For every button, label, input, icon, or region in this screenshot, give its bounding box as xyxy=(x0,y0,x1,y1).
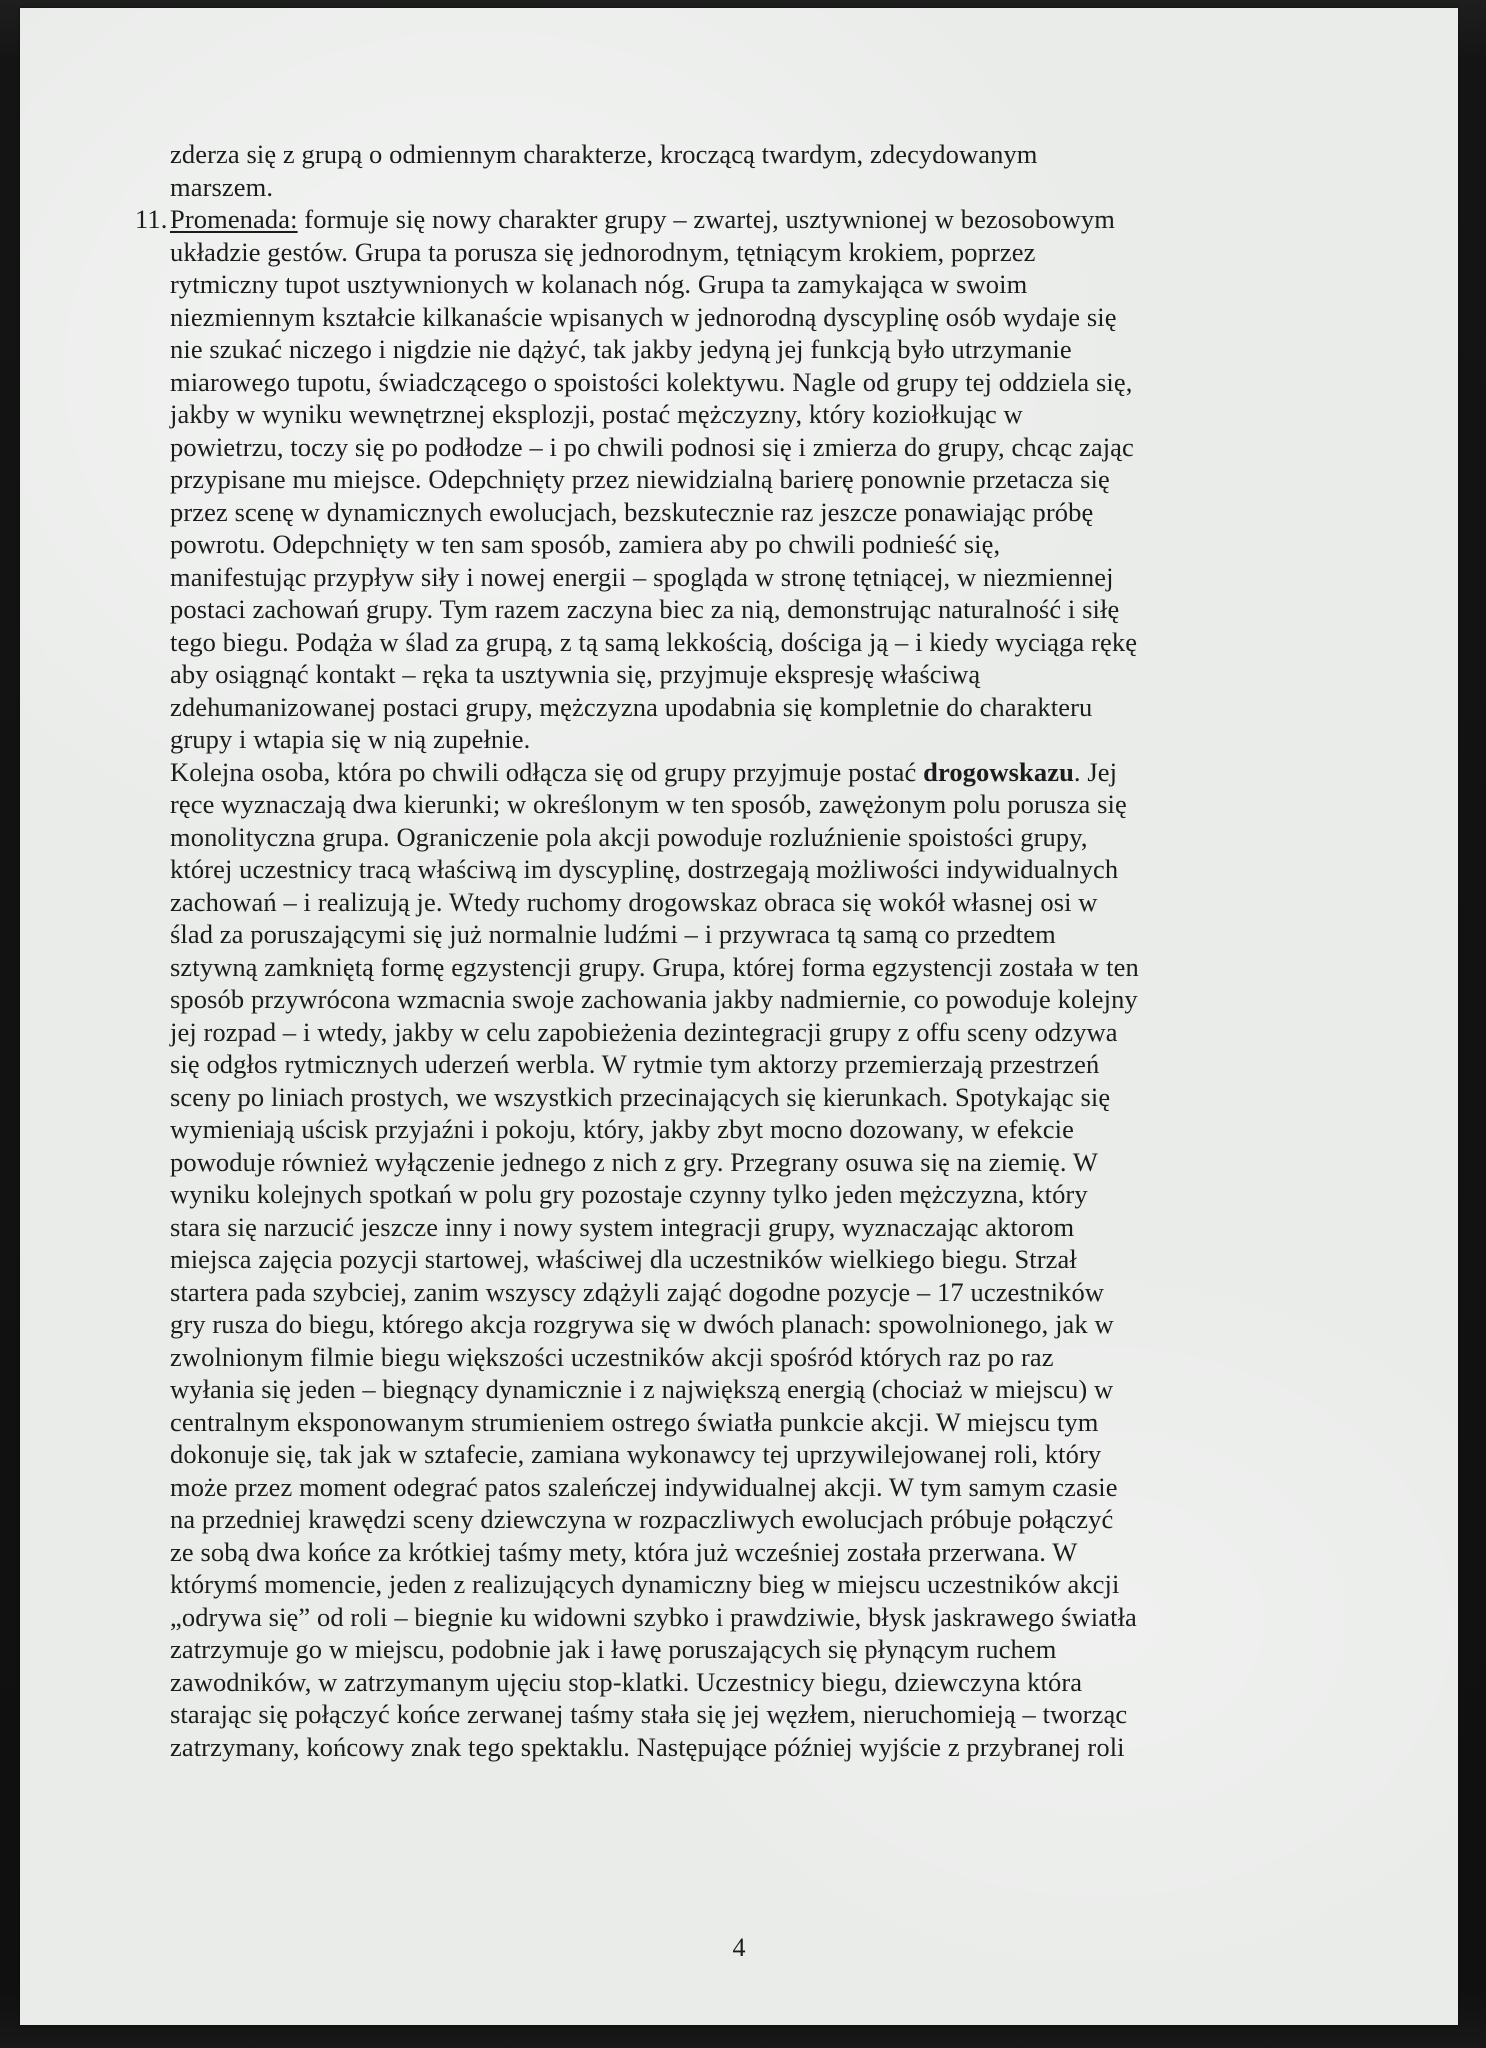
text-segment: centralnym eksponowanym strumieniem ostrego światła punkcie akcji. W miejscu tym xyxy=(170,1406,1099,1437)
text-segment: nie szukać niczego i nigdzie nie dążyć, tak jakby jedyną jej funkcją było utrzymanie xyxy=(170,334,1072,364)
text-line xyxy=(170,301,1355,334)
text-line xyxy=(135,203,1355,236)
text-line xyxy=(170,1536,1355,1569)
text-line xyxy=(170,236,1355,269)
text-segment: gry rusza do biegu, którego akcja rozgrywa się w dwóch planach: spowolnionego, jak w xyxy=(170,1309,1114,1339)
text-segment: się odgłos rytmicznych uderzeń werbla. W rytmie tym aktorzy przemierzają przestrzeń xyxy=(170,1049,1100,1079)
text-segment: grupy i wtapia się w nią zupełnie. xyxy=(170,724,531,754)
text-segment: którymś momencie, jeden z realizujących dynamiczny bieg w miejscu uczestników akcji xyxy=(170,1569,1120,1599)
text-segment: układzie gestów. Grupa ta porusza się jednorodnym, tętniącym krokiem, poprzez xyxy=(170,236,1036,267)
text-line xyxy=(170,886,1355,919)
underlined-heading: Promenada: xyxy=(170,204,298,234)
text-line xyxy=(170,366,1355,399)
text-segment: aby osiągnąć kontakt – ręka ta usztywnia się, przyjmuje ekspresję właściwą xyxy=(170,659,981,689)
text-segment: powrotu. Odepchnięty w ten sam sposób, zamiera aby po chwili podnieść się, xyxy=(170,529,1001,559)
text-line xyxy=(170,1113,1355,1146)
text-segment: ślad za poruszającymi się już normalnie ludźmi – i przywraca tą samą co przedtem xyxy=(170,919,1056,949)
text-segment: monolityczna grupa. Ograniczenie pola akcji powoduje rozluźnienie spoistości grupy, xyxy=(170,821,1088,852)
text-line xyxy=(170,756,1355,789)
text-segment: rytmiczny tupot usztywnionych w kolanach nóg. Grupa ta zamykająca w swoim xyxy=(170,269,1028,299)
text-line xyxy=(170,1601,1355,1634)
page-number: 4 xyxy=(732,1933,746,1962)
text-line xyxy=(170,171,1355,204)
text-segment: przypisane mu miejsce. Odepchnięty przez niewidzialną barierę ponownie przetacza się xyxy=(170,464,1110,494)
text-line xyxy=(170,1243,1355,1276)
text-line xyxy=(170,918,1355,951)
text-segment: starając się połączyć końce zerwanej taśmy stała się jej węzłem, nieruchomieją – tworząc xyxy=(170,1699,1128,1729)
text-segment: tego biegu. Podąża w ślad za grupą, z tą samą lekkością, dościga ją – i kiedy wyciąga rękę xyxy=(170,626,1138,657)
text-segment: stara się narzucić jeszcze inny i nowy system integracji grupy, wyznaczając aktorom xyxy=(170,1211,1075,1242)
text-line xyxy=(170,431,1355,464)
text-line xyxy=(170,983,1355,1016)
text-segment: formuje się nowy charakter grupy – zwartej, usztywnionej w bezosobowym xyxy=(297,204,1115,234)
text-line xyxy=(170,1438,1355,1471)
document-page xyxy=(20,8,1458,2025)
text-segment: manifestując przypływ siły i nowej energii – spogląda w stronę tętniącej, w niezmiennej xyxy=(170,561,1114,592)
text-line xyxy=(170,1666,1355,1699)
text-line xyxy=(170,1633,1355,1666)
bold-term: drogowskazu xyxy=(923,756,1074,787)
text-segment: zatrzymuje go w miejscu, podobnie jak i ławę poruszających się płynącym ruchem xyxy=(170,1634,1057,1664)
text-line xyxy=(170,1276,1355,1309)
text-segment: wyłania się jeden – biegnący dynamicznie i z największą energią (chociaż w miejscu) w xyxy=(170,1374,1114,1404)
text-line xyxy=(170,626,1355,659)
text-segment: jej rozpad – i wtedy, jakby w celu zapobieżenia dezintegracji grupy z offu sceny odzywa xyxy=(170,1016,1118,1047)
text-line xyxy=(170,268,1355,301)
text-segment: może przez moment odegrać patos szaleńczej indywidualnej akcji. W tym samym czasie xyxy=(170,1471,1118,1502)
text-segment: . Jej xyxy=(1073,756,1118,787)
text-segment: powoduje również wyłączenie jednego z nich z gry. Przegrany osuwa się na ziemię. W xyxy=(170,1146,1098,1177)
text-line xyxy=(170,138,1355,171)
text-segment: ręce wyznaczają dwa kierunki; w określonym w ten sposób, zawężonym polu porusza się xyxy=(170,789,1127,819)
text-line xyxy=(170,658,1355,691)
text-line xyxy=(170,561,1355,594)
text-line xyxy=(170,1698,1355,1731)
text-line xyxy=(170,788,1355,821)
text-segment: której uczestnicy tracą właściwą im dyscyplinę, dostrzegają możliwości indywidualnych xyxy=(170,854,1119,884)
text-line xyxy=(170,593,1355,626)
text-line xyxy=(170,1471,1355,1504)
text-line xyxy=(170,853,1355,886)
text-segment: sztywną zamkniętą formę egzystencji grupy. Grupa, której forma egzystencji została w ten xyxy=(170,951,1139,982)
text-segment: startera pada szybciej, zanim wszyscy zdążyli zająć dogodne pozycje – 17 uczestników xyxy=(170,1276,1105,1307)
text-line xyxy=(170,1731,1355,1764)
body-text xyxy=(135,138,1355,1763)
text-segment: ze sobą dwa końce za krótkiej taśmy mety, która już wcześniej została przerwana. W xyxy=(170,1536,1078,1567)
text-line xyxy=(170,1568,1355,1601)
text-segment: przez scenę w dynamicznych ewolucjach, bezskutecznie raz jeszcze ponawiając próbę xyxy=(170,496,1094,527)
text-segment: Kolejna osoba, która po chwili odłącza się od grupy przyjmuje postać xyxy=(170,756,924,787)
text-line xyxy=(170,1341,1355,1374)
text-line xyxy=(170,463,1355,496)
text-line xyxy=(170,1016,1355,1049)
text-line xyxy=(170,1048,1355,1081)
text-line xyxy=(170,1308,1355,1341)
text-segment: zwolnionym filmie biegu większości uczestników akcji spośród których raz po raz xyxy=(170,1341,1054,1372)
text-segment: „odrywa się” od roli – biegnie ku widowni szybko i prawdziwie, błysk jaskrawego światła xyxy=(170,1601,1137,1632)
text-segment: postaci zachowań grupy. Tym razem zaczyna biec za nią, demonstrując naturalność i siłę xyxy=(170,594,1120,624)
text-line xyxy=(170,821,1355,854)
text-segment: jakby w wyniku wewnętrznej eksplozji, postać mężczyzny, który koziołkując w xyxy=(170,399,1023,429)
text-line xyxy=(170,1503,1355,1536)
text-segment: miejsca zajęcia pozycji startowej, właściwej dla uczestników wielkiego biegu. Strzał xyxy=(170,1244,1077,1274)
text-segment: powietrzu, toczy się po podłodze – i po chwili podnosi się i zmierza do grupy, chcąc zając xyxy=(170,431,1134,462)
text-segment: miarowego tupotu, świadczącego o spoistości kolektywu. Nagle od grupy tej oddziela się, xyxy=(170,366,1133,397)
text-segment: sposób przywrócona wzmacnia swoje zachowania jakby nadmiernie, co powoduje kolejny xyxy=(170,984,1138,1014)
text-segment: zawodników, w zatrzymanym ujęciu stop-klatki. Uczestnicy biegu, dziewczyna która xyxy=(170,1666,1083,1697)
text-segment: zachowań – i realizują je. Wtedy ruchomy drogowskaz obraca się wokół własnej osi w xyxy=(170,886,1098,917)
text-line xyxy=(170,398,1355,431)
text-segment: wymieniają uścisk przyjaźni i pokoju, który, jakby zbyt mocno dozowany, w efekcie xyxy=(170,1114,1074,1144)
text-line xyxy=(170,496,1355,529)
text-line xyxy=(170,1373,1355,1406)
text-line xyxy=(170,1081,1355,1114)
text-line xyxy=(170,1406,1355,1439)
text-segment: zdehumanizowanej postaci grupy, mężczyzna upodabnia się kompletnie do charakteru xyxy=(170,691,1093,722)
text-segment: dokonuje się, tak jak w sztafecie, zamiana wykonawcy tej uprzywilejowanej roli, który xyxy=(170,1439,1102,1469)
text-segment: niezmiennym kształcie kilkanaście wpisanych w jednorodną dyscyplinę osób wydaje się xyxy=(170,301,1117,332)
text-line xyxy=(170,951,1355,984)
text-line xyxy=(170,528,1355,561)
text-segment: zderza się z grupą o odmiennym charakterze, kroczącą twardym, zdecydowanym xyxy=(170,139,1038,169)
text-segment: sceny po liniach prostych, we wszystkich przecinających się kierunkach. Spotykając się xyxy=(170,1081,1111,1112)
text-segment: marszem. xyxy=(170,171,274,202)
text-line xyxy=(170,723,1355,756)
text-segment: wyniku kolejnych spotkań w polu gry pozostaje czynny tylko jeden mężczyzna, który xyxy=(170,1179,1088,1209)
text-line xyxy=(170,691,1355,724)
text-line xyxy=(170,1211,1355,1244)
text-line xyxy=(170,333,1355,366)
text-line xyxy=(170,1146,1355,1179)
list-item-number: 11. xyxy=(135,204,168,234)
text-segment: zatrzymany, końcowy znak tego spektaklu. Następujące później wyjście z przybranej roli xyxy=(170,1731,1125,1762)
text-segment: na przedniej krawędzi sceny dziewczyna w rozpaczliwych ewolucjach próbuje połączyć xyxy=(170,1504,1114,1534)
text-line xyxy=(170,1178,1355,1211)
